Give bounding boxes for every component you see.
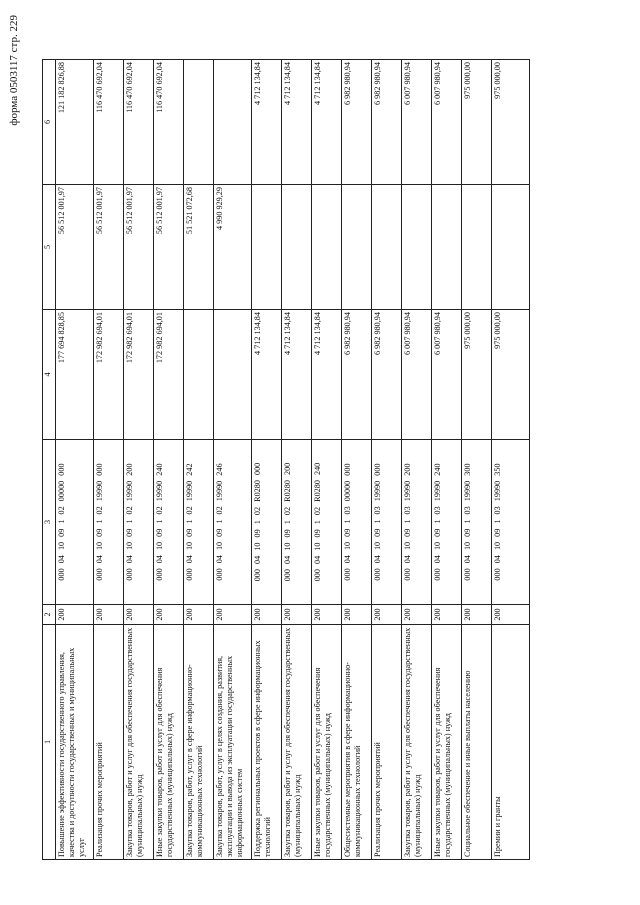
row-col5-value xyxy=(372,185,402,310)
row-budget-code: 000 04 10 09 1 02 19990 246 xyxy=(214,440,252,605)
row-col6-value: 116 470 692,04 xyxy=(124,60,154,185)
table-row xyxy=(492,60,530,860)
row-col5-value xyxy=(402,185,432,310)
row-col6-value: 6 982 980,94 xyxy=(372,60,402,185)
row-name: Иные закупки товаров, работ и услуг для обеспечения государственных (муниципальных) нужд xyxy=(432,625,462,860)
row-name: Иные закупки товаров, работ и услуг для обеспечения государственных (муниципальных) нужд xyxy=(154,625,184,860)
row-col6-value xyxy=(214,60,252,185)
table-row xyxy=(124,60,154,860)
row-budget-code: 000 04 10 09 1 02 R0280 200 xyxy=(282,440,312,605)
column-header: 6 xyxy=(43,60,56,185)
row-budget-code: 000 04 10 09 1 03 19990 240 xyxy=(432,440,462,605)
table-row xyxy=(312,60,342,860)
row-col5-value xyxy=(312,185,342,310)
row-name: Поддержка региональных проектов в сфере информационных технологий xyxy=(252,625,282,860)
row-col4-value: 177 694 828,85 xyxy=(56,310,94,440)
row-col6-value xyxy=(184,60,214,185)
row-line-code: 200 xyxy=(282,605,312,625)
column-header: 4 xyxy=(43,310,56,440)
row-name: Социальное обеспечение и иные выплаты населению xyxy=(462,625,492,860)
table-row xyxy=(56,60,94,860)
row-line-code: 200 xyxy=(184,605,214,625)
row-col6-value: 6 007 980,94 xyxy=(432,60,462,185)
table-row xyxy=(402,60,432,860)
row-name: Реализация прочих мероприятий xyxy=(372,625,402,860)
row-line-code: 200 xyxy=(402,605,432,625)
row-col6-value: 975 000,00 xyxy=(492,60,530,185)
row-name: Иные закупки товаров, работ и услуг для обеспечения государственных (муниципальных) нужд xyxy=(312,625,342,860)
row-line-code: 200 xyxy=(124,605,154,625)
row-line-code: 200 xyxy=(312,605,342,625)
row-col5-value: 56 512 001,97 xyxy=(56,185,94,310)
row-col6-value: 975 000,00 xyxy=(462,60,492,185)
row-budget-code: 000 04 10 09 1 02 19990 240 xyxy=(154,440,184,605)
column-header: 1 xyxy=(43,625,56,860)
row-line-code: 200 xyxy=(214,605,252,625)
row-col4-value: 4 712 134,84 xyxy=(312,310,342,440)
row-line-code: 200 xyxy=(342,605,372,625)
row-col4-value: 6 007 980,94 xyxy=(432,310,462,440)
column-header: 5 xyxy=(43,185,56,310)
row-name: Закупка товаров, работ и услуг для обеспечения государственных (муниципальных) нужд xyxy=(282,625,312,860)
row-budget-code: 000 04 10 09 1 03 19990 300 xyxy=(462,440,492,605)
row-col4-value: 6 007 980,94 xyxy=(402,310,432,440)
row-col4-value: 6 982 980,94 xyxy=(372,310,402,440)
row-col4-value xyxy=(184,310,214,440)
row-col5-value: 56 512 001,97 xyxy=(124,185,154,310)
table-row xyxy=(94,60,124,860)
row-col6-value: 121 182 826,88 xyxy=(56,60,94,185)
row-name: Закупка товаров, работ, услуг в сфере информационно-коммуникационных технологий xyxy=(184,625,214,860)
row-col6-value: 116 470 692,04 xyxy=(94,60,124,185)
table-row xyxy=(282,60,312,860)
row-budget-code: 000 04 10 09 1 02 R0280 240 xyxy=(312,440,342,605)
row-budget-code: 000 04 10 09 1 02 19990 242 xyxy=(184,440,214,605)
row-budget-code: 000 04 10 09 1 02 19990 000 xyxy=(94,440,124,605)
table-row xyxy=(432,60,462,860)
row-col6-value: 116 470 692,04 xyxy=(154,60,184,185)
table-row xyxy=(184,60,214,860)
table-row xyxy=(342,60,372,860)
row-col5-value xyxy=(462,185,492,310)
budget-table xyxy=(42,59,530,860)
header-row xyxy=(43,60,56,860)
row-line-code: 200 xyxy=(154,605,184,625)
row-budget-code: 000 04 10 09 1 03 19990 000 xyxy=(372,440,402,605)
row-col6-value: 6 007 980,94 xyxy=(402,60,432,185)
row-name: Повышение эффективности государственного управления, качества и доступности государственных и муниципальных услуг xyxy=(56,625,94,860)
row-col5-value xyxy=(342,185,372,310)
row-budget-code: 000 04 10 09 1 02 00000 000 xyxy=(56,440,94,605)
row-col6-value: 4 712 134,84 xyxy=(312,60,342,185)
table-row xyxy=(372,60,402,860)
row-col4-value: 172 982 694,01 xyxy=(124,310,154,440)
row-col4-value: 172 982 694,01 xyxy=(94,310,124,440)
row-col4-value xyxy=(214,310,252,440)
row-name: Закупка товаров, работ, услуг в целях создания, развития, эксплуатации и вывода из эксплуатации государственных информационных систем xyxy=(214,625,252,860)
row-col4-value: 975 000,00 xyxy=(492,310,530,440)
table-row xyxy=(252,60,282,860)
row-col6-value: 4 712 134,84 xyxy=(252,60,282,185)
row-line-code: 200 xyxy=(372,605,402,625)
row-budget-code: 000 04 10 09 1 03 00000 000 xyxy=(342,440,372,605)
row-col5-value xyxy=(432,185,462,310)
row-col5-value: 4 990 929,29 xyxy=(214,185,252,310)
row-budget-code: 000 04 10 09 1 02 19990 200 xyxy=(124,440,154,605)
row-name: Закупка товаров, работ и услуг для обеспечения государственных (муниципальных) нужд xyxy=(402,625,432,860)
row-col4-value: 975 000,00 xyxy=(462,310,492,440)
column-header: 3 xyxy=(43,440,56,605)
row-col5-value xyxy=(282,185,312,310)
form-reference: форма 0503117 стр. 229 xyxy=(8,15,20,126)
row-col5-value: 56 512 001,97 xyxy=(94,185,124,310)
table-row xyxy=(462,60,492,860)
table-row xyxy=(214,60,252,860)
row-line-code: 200 xyxy=(56,605,94,625)
row-col5-value xyxy=(492,185,530,310)
row-line-code: 200 xyxy=(492,605,530,625)
row-line-code: 200 xyxy=(94,605,124,625)
row-col4-value: 4 712 134,84 xyxy=(252,310,282,440)
row-line-code: 200 xyxy=(252,605,282,625)
row-col5-value: 56 512 001,97 xyxy=(154,185,184,310)
row-budget-code: 000 04 10 09 1 03 19990 200 xyxy=(402,440,432,605)
row-col5-value: 51 521 072,68 xyxy=(184,185,214,310)
row-col5-value xyxy=(252,185,282,310)
row-line-code: 200 xyxy=(462,605,492,625)
row-name: Закупка товаров, работ и услуг для обеспечения государственных (муниципальных) нужд xyxy=(124,625,154,860)
row-col4-value: 6 982 980,94 xyxy=(342,310,372,440)
table-body xyxy=(56,60,530,860)
row-name: Реализация прочих мероприятий xyxy=(94,625,124,860)
row-budget-code: 000 04 10 09 1 02 R0280 000 xyxy=(252,440,282,605)
row-budget-code: 000 04 10 09 1 03 19990 350 xyxy=(492,440,530,605)
row-col6-value: 4 712 134,84 xyxy=(282,60,312,185)
row-line-code: 200 xyxy=(432,605,462,625)
row-col6-value: 6 982 980,94 xyxy=(342,60,372,185)
row-name: Премии и гранты xyxy=(492,625,530,860)
table-row xyxy=(154,60,184,860)
row-col4-value: 4 712 134,84 xyxy=(282,310,312,440)
row-col4-value: 172 982 694,01 xyxy=(154,310,184,440)
column-header: 2 xyxy=(43,605,56,625)
row-name: Общесистемные мероприятия в сфере информационно-коммуникационных технологий xyxy=(342,625,372,860)
